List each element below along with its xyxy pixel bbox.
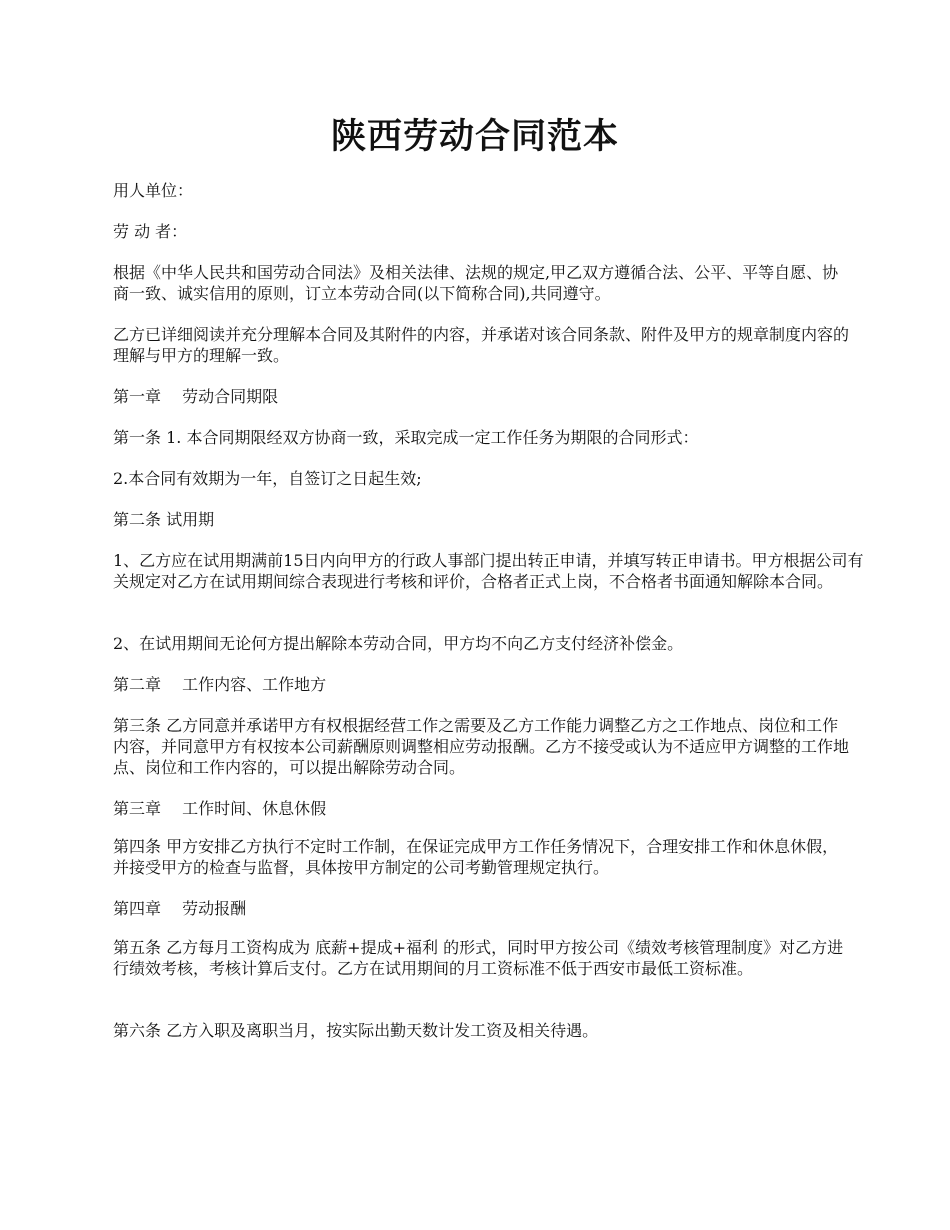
article-1-paragraph: 第一条 1. 本合同期限经双方协商一致，采取完成一定工作任务为期限的合同形式：: [113, 428, 699, 447]
acknowledgement-paragraph: 乙方已详细阅读并充分理解本合同及其附件的内容，并承诺对该合同条款、附件及甲方的规章制度内容的理解与甲方的理解一致。: [113, 325, 850, 365]
document-title: 陕西劳动合同范本: [330, 116, 619, 157]
probation-clause-2: 2、在试用期间无论何方提出解除本劳动合同，甲方均不向乙方支付经济补偿金。: [113, 634, 684, 653]
chapter-4-heading: 第四章 劳动报酬: [113, 899, 247, 918]
chapter-2-heading: 第二章 工作内容、工作地方: [113, 675, 327, 694]
preamble-paragraph: 根据《中华人民共和国劳动合同法》及相关法律、法规的规定,甲乙双方遵循合法、公平、平等自愿、协商一致、诚实信用的原则，订立本劳动合同(以下简称合同),共同遵守。: [113, 263, 839, 303]
probation-clause-1: 1、乙方应在试用期满前15日内向甲方的行政人事部门提出转正申请，并填写转正申请书。甲方根据公司有关规定对乙方在试用期间综合表现进行考核和评价，合格者正式上岗，不合格者书面通知解除本合同。: [113, 551, 864, 591]
article-3-paragraph: 第三条 乙方同意并承诺甲方有权根据经营工作之需要及乙方工作能力调整乙方之工作地点、岗位和工作内容，并同意甲方有权按本公司薪酬原则调整相应劳动报酬。乙方不接受或认为不适应甲方调整的工作地点、岗位和工作内容的，可以提出解除劳动合同。: [113, 716, 850, 777]
chapter-3-heading: 第三章 工作时间、休息休假: [113, 799, 327, 818]
article-2-heading: 第二条 试用期: [113, 510, 215, 529]
article-5-paragraph: 第五条 乙方每月工资构成为 底薪+提成+福利 的形式，同时甲方按公司《绩效考核管理制度》对乙方进行绩效考核，考核计算后支付。乙方在试用期间的月工资标准不低于西安市最低工资标准。: [113, 938, 844, 978]
employee-field: 劳 动 者：: [113, 222, 188, 241]
article-6-paragraph: 第六条 乙方入职及离职当月，按实际出勤天数计发工资及相关待遇。: [113, 1021, 599, 1040]
employer-field: 用人单位：: [113, 181, 194, 200]
term-validity-paragraph: 2.本合同有效期为一年，自签订之日起生效;: [113, 469, 422, 488]
article-4-paragraph: 第四条 甲方安排乙方执行不定时工作制，在保证完成甲方工作任务情况下，合理安排工作和休息休假，并接受甲方的检查与监督，具体按甲方制定的公司考勤管理规定执行。: [113, 837, 839, 877]
chapter-1-heading: 第一章 劳动合同期限: [113, 387, 279, 406]
